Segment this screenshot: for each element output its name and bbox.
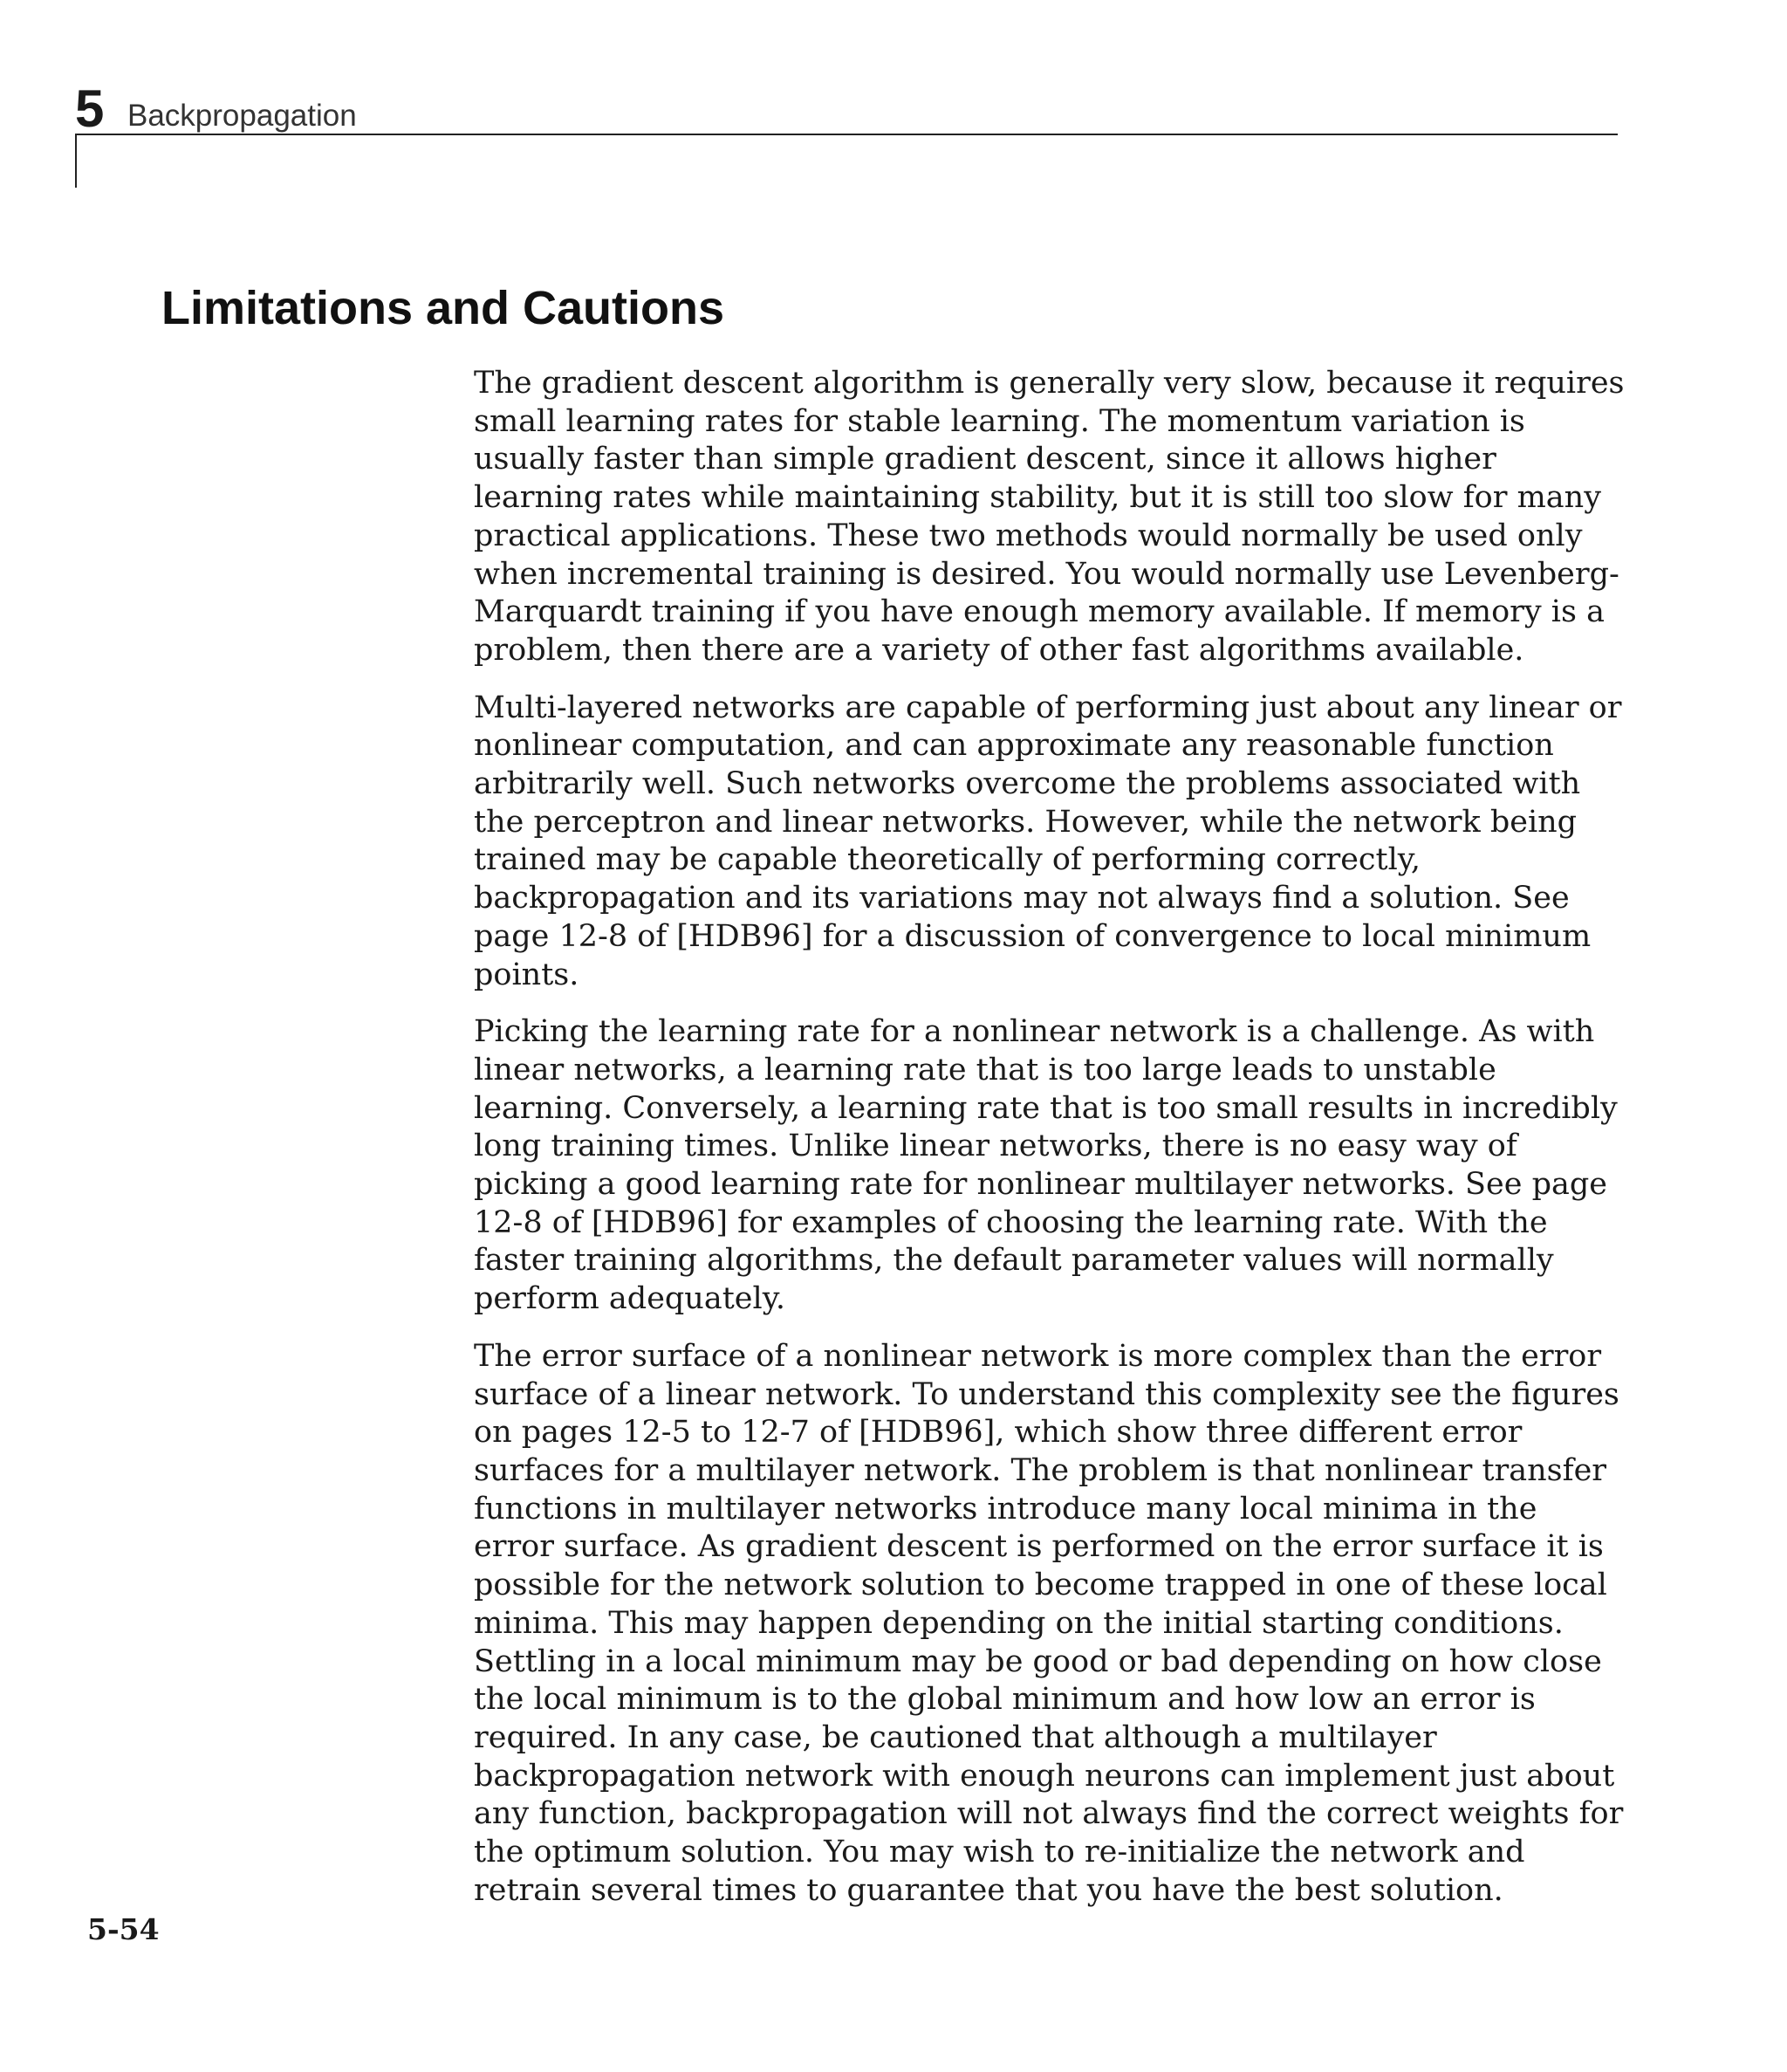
section-body [474, 365, 1626, 1929]
chapter-number: 5 [75, 79, 105, 138]
section-heading: Limitations and Cautions [161, 282, 725, 334]
paragraph-3: Picking the learning rate for a nonlinear network is a challenge. As with linear networks, a learning rate that is too large leads to unstable learning. Conversely, a learning rate that is too small results in incredibly long training times. Unlike linear networks, there is no easy way of picking a good learning rate for nonlinear multilayer networks. See page 12-8 of [HDB96] for examples of choosing the learning rate. With the faster training algorithms, the default parameter values will normally perform adequately. [474, 1014, 1618, 1317]
header-rule [75, 134, 1618, 135]
paragraph-2: Multi-layered networks are capable of performing just about any linear or nonlinear computation, and can approximate any reasonable function arbitrarily well. Such networks overcome the problems associated with the perceptron and linear networks. However, while the network being trained may be capable theoretically of performing correctly, backpropagation and its variations may not always find a solution. See page 12-8 of [HDB96] for a discussion of convergence to local minimum points. [474, 690, 1622, 992]
page-number: 5-54 [87, 1912, 160, 1946]
header-tick [75, 134, 77, 188]
paragraph-1: The gradient descent algorithm is generally very slow, because it requires small learning rates for stable learning. The momentum variation is usually faster than simple gradient descent, since it allows higher learning rates while maintaining stability, but it is still too slow for many practical applications. These two methods would normally be used only when incremental training is desired. You would normally use Levenberg-Marquardt training if you have enough memory available. If memory is a problem, then there are a variety of other fast algorithms available. [474, 366, 1625, 668]
chapter-title: Backpropagation [127, 99, 357, 133]
paragraph-4: The error surface of a nonlinear network is more complex than the error surface of a linear network. To understand this complexity see the figures on pages 12-5 to 12-7 of [HDB96], which show three different error surfaces for a multilayer network. The problem is that nonlinear transfer functions in multilayer networks introduce many local minima in the error surface. As gradient descent is performed on the error surface it is possible for the network solution to become trapped in one of these local minima. This may happen depending on the initial starting conditions. Settling in a local minimum may be good or bad depending on how close the local minimum is to the global minimum and how low an error is required. In any case, be cautioned that although a multilayer backpropagation network with enough neurons can implement just about any function, backpropagation will not always find the correct weights for the optimum solution. You may wish to re-initialize the network and retrain several times to guarantee that you have the best solution. [474, 1338, 1624, 1908]
